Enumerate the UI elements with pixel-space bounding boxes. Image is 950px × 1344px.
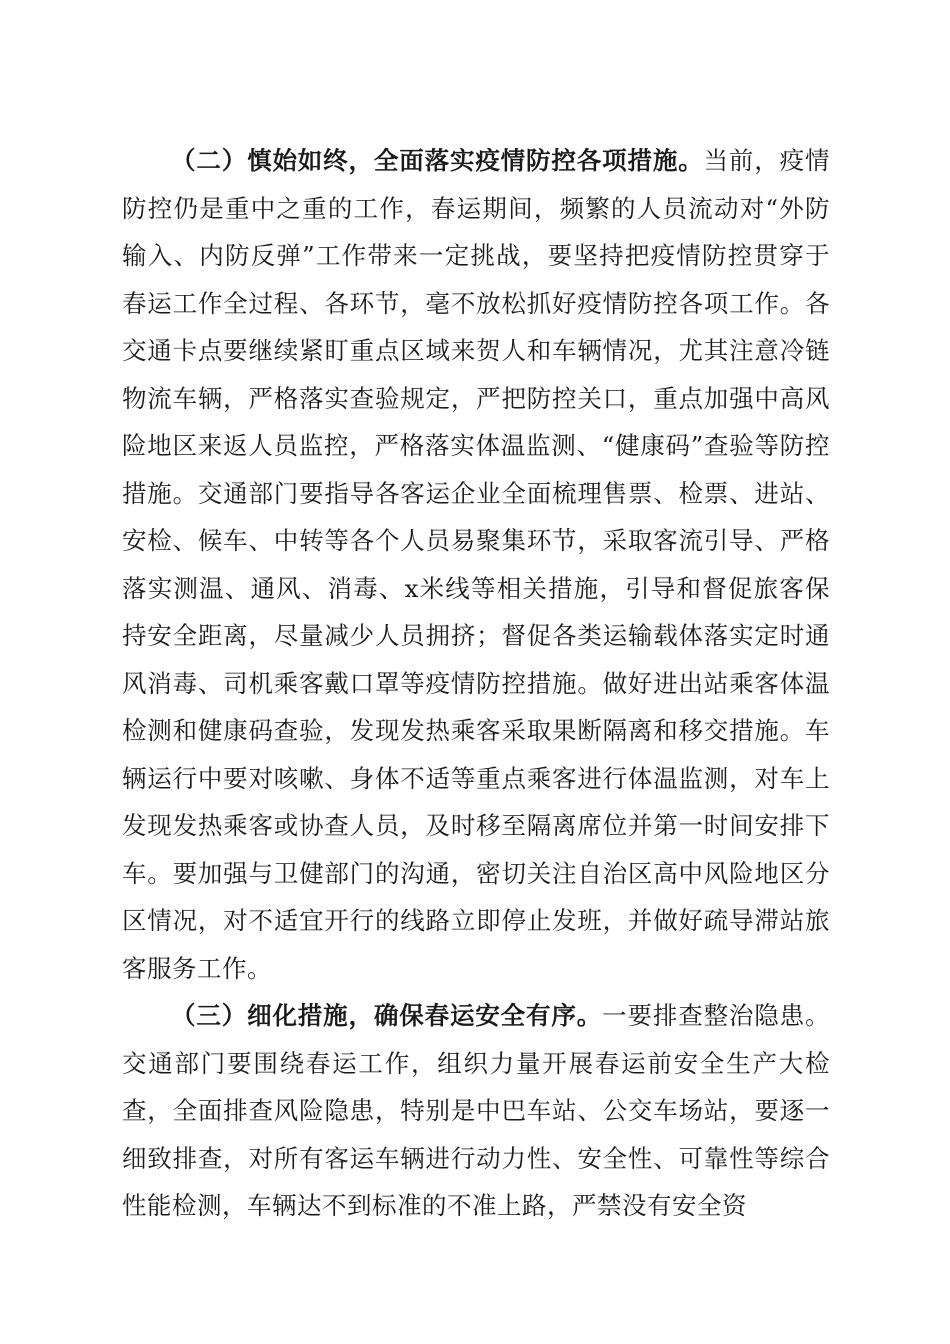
paragraph-safety-measures bbox=[122, 992, 830, 1230]
section-heading-two: （二）慎始如终，全面落实疫情防控各项措施。 bbox=[171, 146, 704, 175]
paragraph-epidemic-prevention bbox=[122, 137, 830, 992]
paragraph-text: 一要排查整治隐患。交通部门要围绕春运工作，组织力量开展春运前安全生产大检查，全面排查风险隐患，特别是中巴车站、公交车场站，要逐一细致排查，对所有客运车辆进行动力性、安全性、可靠性等综合性能检测，车辆达不到标准的不准上路，严禁没有安全资 bbox=[122, 1001, 831, 1220]
document-body bbox=[122, 137, 830, 1230]
paragraph-text: 当前，疫情防控仍是重中之重的工作，春运期间，频繁的人员流动对“外防输入、内防反弹”工作带来一定挑战，要坚持把疫情防控贯穿于春运工作全过程、各环节，毫不放松抓好疫情防控各项工作。各交通卡点要继续紧盯重点区域来贺人和车辆情况，尤其注意冷链物流车辆，严格落实查验规定，严把防控关口，重点加强中高风险地区来返人员监控，严格落实体温监测、“健康码”查验等防控措施。交通部门要指导各客运企业全面梳理售票、检票、进站、安检、候车、中转等各个人员易聚集环节，采取客流引导、严格落实测温、通风、消毒、x米线等相关措施，引导和督促旅客保持安全距离，尽量减少人员拥挤；督促各类运输载体落实定时通风消毒、司机乘客戴口罩等疫情防控措施。做好进出站乘客体温检测和健康码查验，发现发热乘客采取果断隔离和移交措施。车辆运行中要对咳嗽、身体不适等重点乘客进行体温监测，对车上发现发热乘客或协查人员，及时移至隔离席位并第一时间安排下车。要加强与卫健部门的沟通，密切关注自治区高中风险地区分区情况，对不适宜开行的线路立即停止发班，并做好疏导滞站旅客服务工作。 bbox=[122, 146, 831, 983]
section-heading-three: （三）细化措施，确保春运安全有序。 bbox=[171, 1001, 603, 1030]
